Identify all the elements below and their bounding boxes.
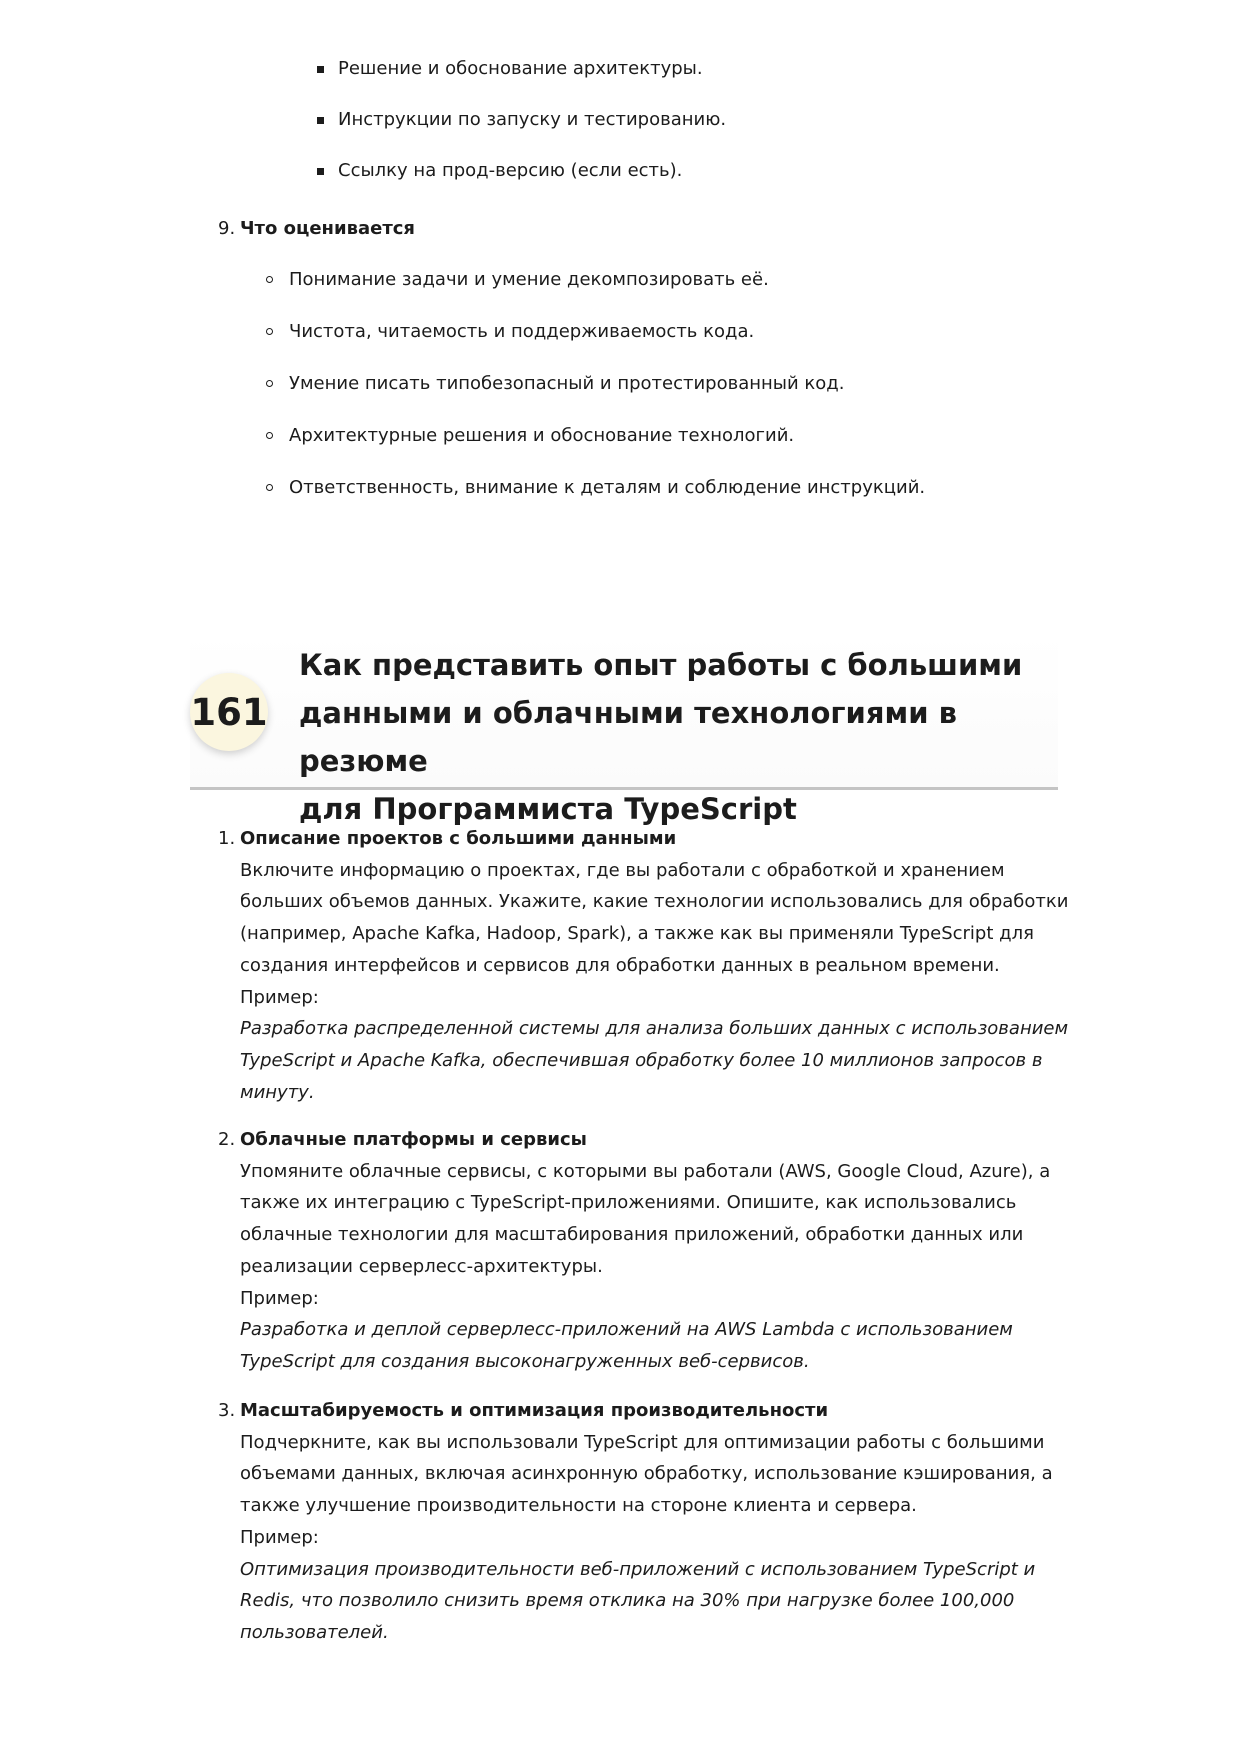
item-number: 1. <box>218 828 236 849</box>
example-text-line: Разработка и деплой серверлесс-приложений на AWS Lambda с использованием <box>240 1319 1013 1341</box>
list-item <box>266 372 925 424</box>
list-item-text: Инструкции по запуску и тестированию. <box>338 109 727 130</box>
title-line: для Программиста TypeScript <box>299 792 797 826</box>
item-text-line: Включите информацию о проектах, где вы работали с обработкой и хранением <box>240 859 1005 881</box>
item-title: Масштабируемость и оптимизация производительности <box>240 1400 829 1421</box>
item-title: Описание проектов с большими данными <box>240 828 677 849</box>
item-number: 2. <box>218 1129 236 1150</box>
example-label: Пример: <box>240 986 319 1008</box>
list-item <box>266 476 925 528</box>
list-item-text: Чистота, читаемость и поддерживаемость кода. <box>289 321 755 342</box>
example-text-line: Redis, что позволило снизить время отклика на 30% при нагрузке более 100,000 <box>240 1590 1015 1612</box>
example-label: Пример: <box>240 1526 319 1548</box>
item-text-line: создания интерфейсов и сервисов для обработки данных в реальном времени. <box>240 954 1000 976</box>
section-number-badge: 161 <box>190 673 268 751</box>
list-item-2 <box>218 1124 1051 1378</box>
example-text-line: Разработка распределенной системы для анализа больших данных с использованием <box>240 1018 1069 1040</box>
circle-bullet-icon <box>266 380 273 387</box>
list-item-9 <box>218 217 415 241</box>
title-line: Как представить опыт работы с большими <box>299 648 1023 682</box>
example-text-line: Оптимизация производительности веб-приложений с использованием TypeScript и <box>240 1558 1036 1580</box>
list-item-text: Ссылку на прод-версию (если есть). <box>338 160 683 181</box>
list-item <box>266 320 925 372</box>
item-number: 3. <box>218 1400 236 1421</box>
list-item-text: Решение и обоснование архитектуры. <box>338 58 703 79</box>
square-bullet-icon <box>317 117 324 124</box>
example-text-line: минуту. <box>240 1081 315 1103</box>
circle-bullet-icon <box>266 432 273 439</box>
item-title: Что оценивается <box>240 218 415 239</box>
list-item <box>266 424 925 476</box>
item-text-line: Подчеркните, как вы использовали TypeScript для оптимизации работы с большими <box>240 1431 1045 1453</box>
item-text-line: облачные технологии для масштабирования приложений, обработки данных или <box>240 1224 1024 1246</box>
list-item <box>317 109 726 160</box>
list-item-text: Понимание задачи и умение декомпозировать её. <box>289 269 769 290</box>
list-item-1 <box>218 823 1069 1108</box>
list-item <box>317 160 726 211</box>
circle-bullet-icon <box>266 276 273 283</box>
square-bullet-icon <box>317 66 324 73</box>
section-title <box>299 641 1039 833</box>
item-title: Облачные платформы и сервисы <box>240 1129 587 1150</box>
list-item-3 <box>218 1395 1053 1649</box>
item-text-line: Упомяните облачные сервисы, с которыми вы работали (AWS, Google Cloud, Azure), а <box>240 1160 1051 1182</box>
example-label: Пример: <box>240 1287 319 1309</box>
circle-bullet-icon <box>266 484 273 491</box>
list-item <box>266 268 925 320</box>
item-text-line: реализации серверлесс-архитектуры. <box>240 1255 603 1277</box>
item-number: 9. <box>218 218 236 239</box>
list-item-text: Ответственность, внимание к деталям и соблюдение инструкций. <box>289 477 926 498</box>
evaluation-criteria-list <box>266 268 925 528</box>
item-text-line: также их интеграцию с TypeScript-приложениями. Опишите, как использовались <box>240 1192 1017 1214</box>
square-bullet-icon <box>317 168 324 175</box>
example-text-line: TypeScript и Apache Kafka, обеспечившая обработку более 10 миллионов запросов в <box>240 1049 1043 1071</box>
circle-bullet-icon <box>266 328 273 335</box>
example-text-line: TypeScript для создания высоконагруженных веб-сервисов. <box>240 1350 810 1372</box>
title-line: данными и облачными технологиями в резюме <box>299 696 957 778</box>
item-text-line: (например, Apache Kafka, Hadoop, Spark), а также как вы применяли TypeScript для <box>240 923 1034 945</box>
list-item-text: Архитектурные решения и обоснование технологий. <box>289 425 795 446</box>
item-text-line: также улучшение производительности на стороне клиента и сервера. <box>240 1495 917 1517</box>
list-item <box>317 58 726 109</box>
item-text-line: объемами данных, включая асинхронную обработку, использование кэширования, а <box>240 1463 1053 1485</box>
list-item-text: Умение писать типобезопасный и протестированный код. <box>289 373 845 394</box>
nested-square-list <box>317 58 726 211</box>
example-text-line: пользователей. <box>240 1621 389 1643</box>
item-text-line: больших объемов данных. Укажите, какие технологии использовались для обработки <box>240 891 1069 913</box>
